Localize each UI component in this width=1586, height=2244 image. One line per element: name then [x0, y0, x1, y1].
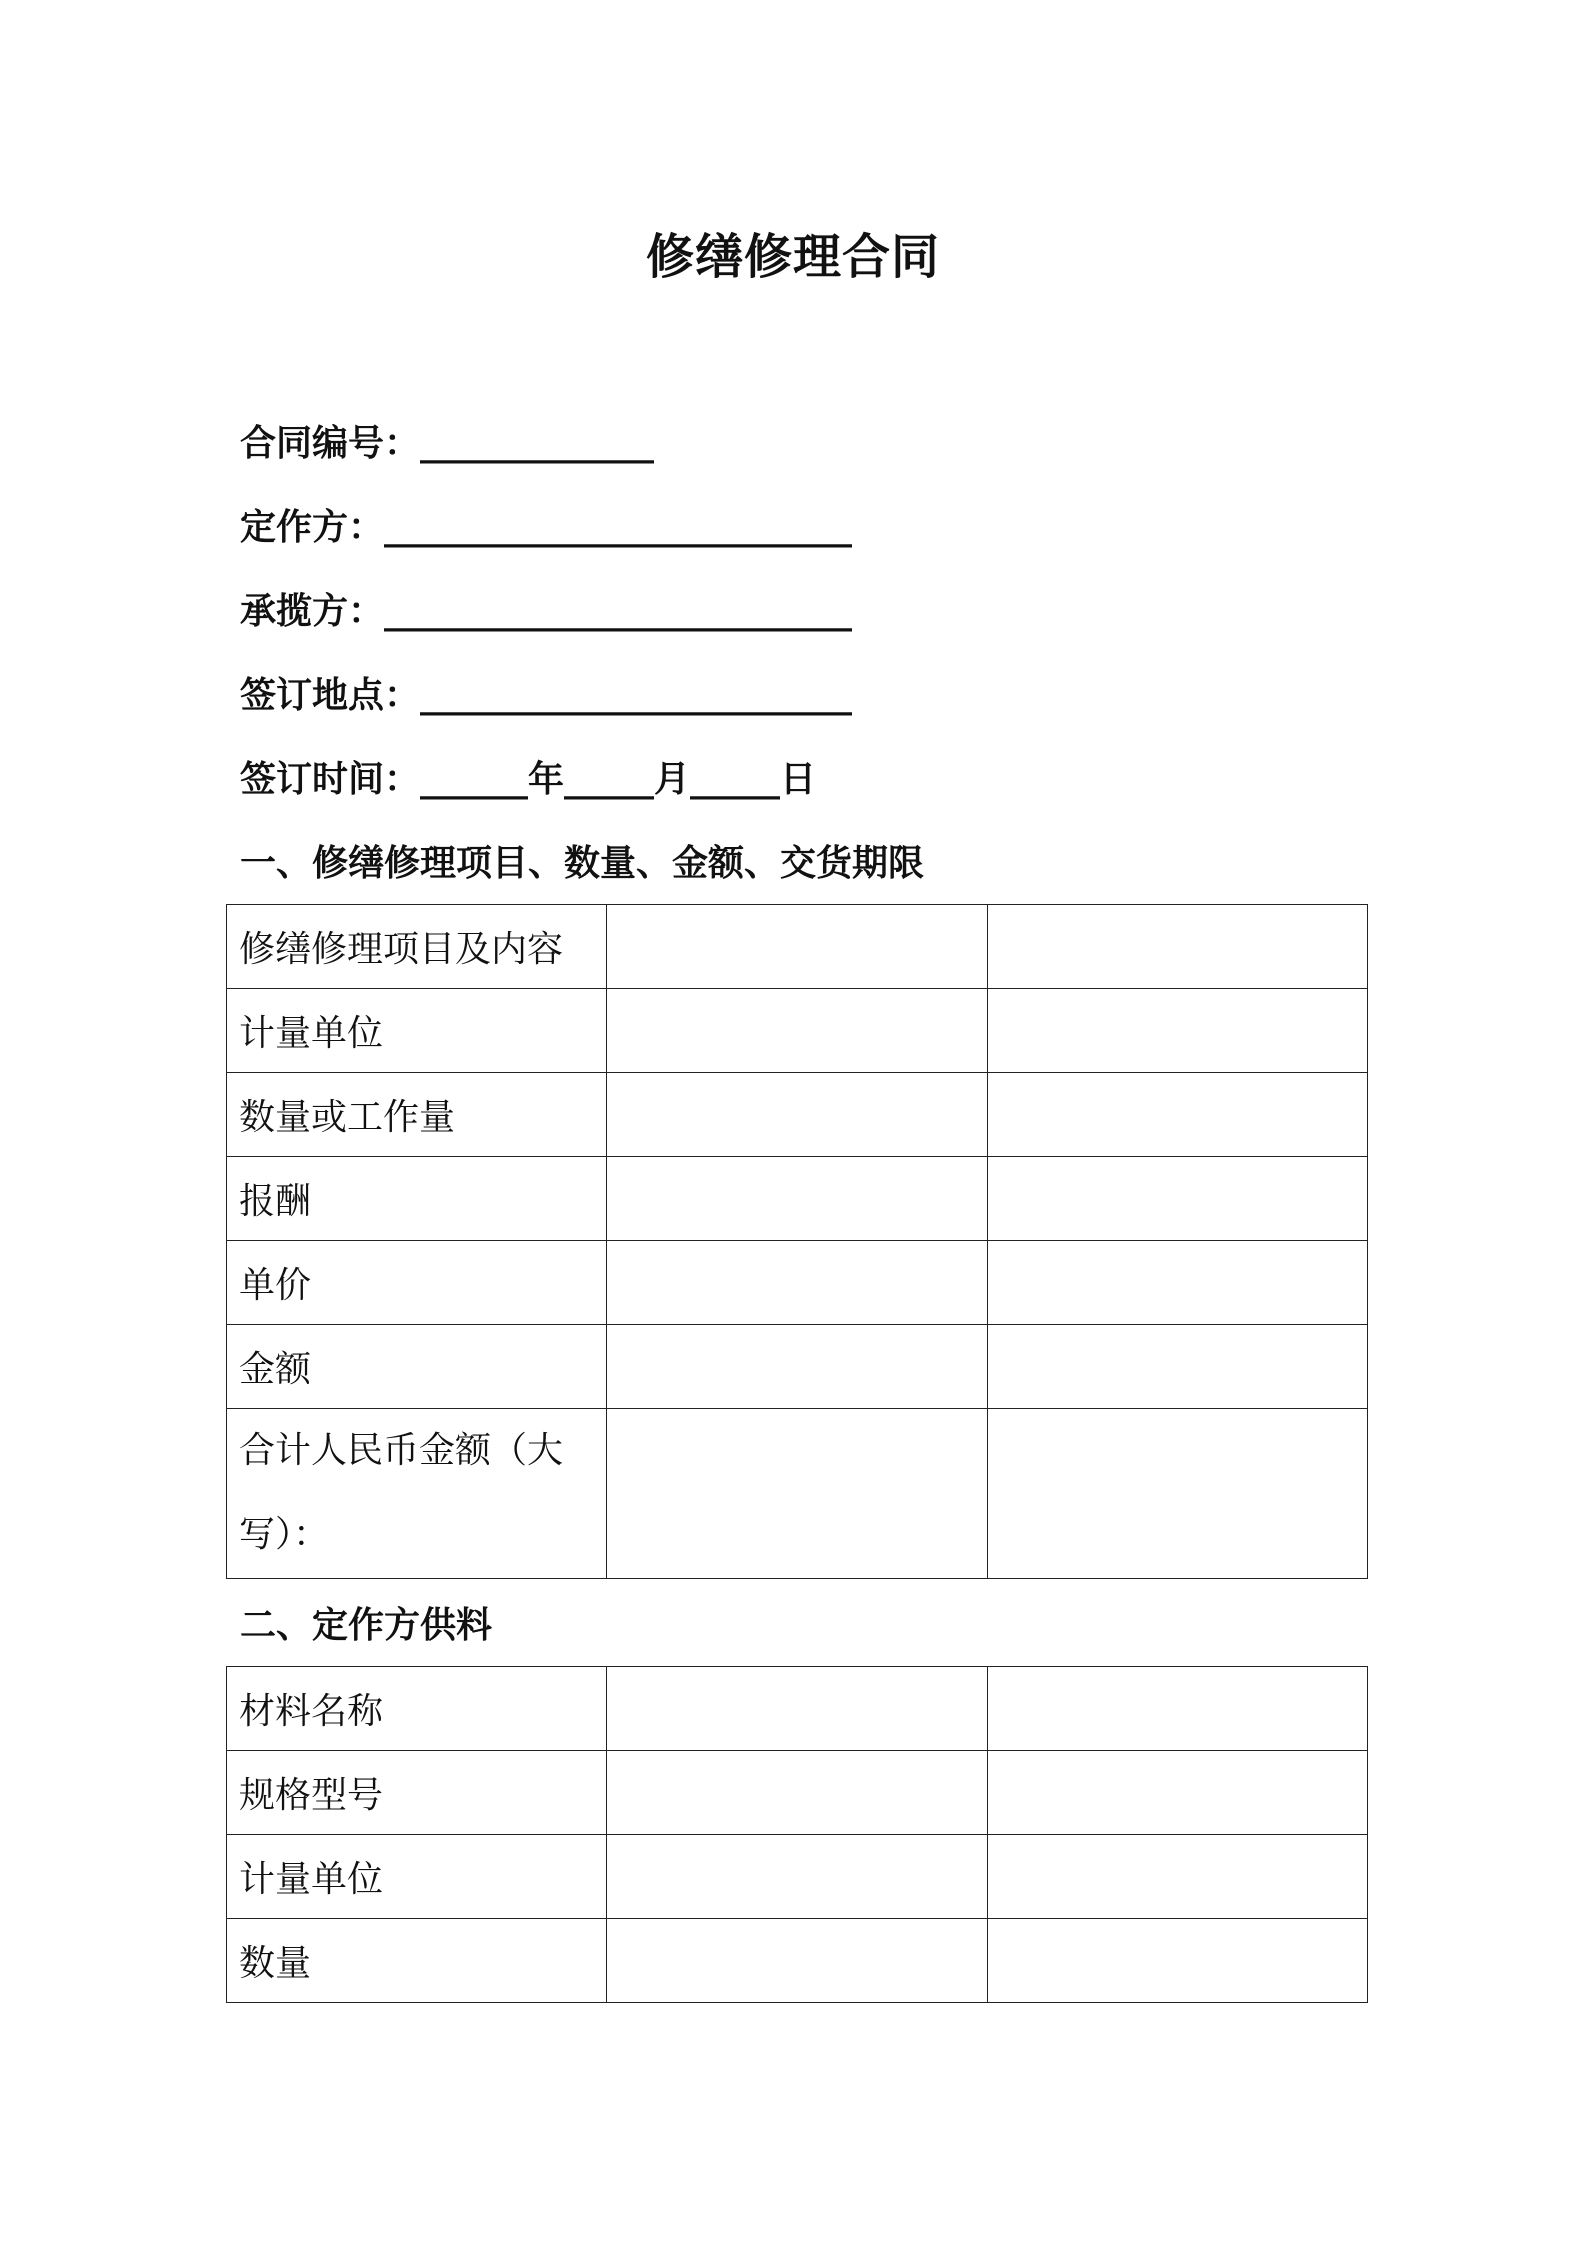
table-row	[227, 1073, 1368, 1157]
signing-date-field	[240, 751, 816, 802]
row-label: 数量或工作量	[227, 1073, 607, 1157]
table-cell	[987, 1835, 1368, 1919]
row-label: 修缮修理项目及内容	[227, 905, 607, 989]
table-cell	[607, 1325, 988, 1409]
document-title: 修缮修理合同	[645, 229, 940, 285]
table-row	[227, 1409, 1368, 1579]
row-label: 单价	[227, 1241, 607, 1325]
table-row	[227, 1241, 1368, 1325]
signing-place-field	[240, 667, 852, 718]
signing-place-label: 签订地点：	[240, 675, 421, 716]
table-cell	[607, 989, 988, 1073]
orderer-label: 定作方：	[240, 507, 385, 548]
signing-date-label: 签订时间：	[240, 759, 421, 800]
row-label: 金额	[227, 1325, 607, 1409]
row-label: 数量	[227, 1919, 607, 2003]
table-cell	[987, 1073, 1368, 1157]
contract-number-blank: _____________	[420, 423, 655, 464]
table-row	[227, 905, 1368, 989]
table-row	[227, 989, 1368, 1073]
supplied-materials-table	[226, 1666, 1368, 2003]
contract-number-field	[240, 415, 654, 466]
table-cell	[607, 905, 988, 989]
contractor-blank: __________________________	[384, 591, 853, 632]
row-label: 规格型号	[227, 1751, 607, 1835]
table-row	[227, 1919, 1368, 2003]
table-cell	[607, 1835, 988, 1919]
table-row	[227, 1667, 1368, 1751]
table-cell	[607, 1667, 988, 1751]
section2-heading: 二、定作方供料	[240, 1605, 493, 1646]
table-cell	[607, 1241, 988, 1325]
contractor-label: 承揽方：	[240, 591, 385, 632]
table-cell	[987, 1919, 1368, 2003]
table-cell	[607, 1409, 988, 1579]
section1-heading: 一、修缮修理项目、数量、金额、交货期限	[240, 843, 925, 884]
orderer-field	[240, 499, 852, 550]
table-cell	[987, 989, 1368, 1073]
table-row	[227, 1751, 1368, 1835]
table-cell	[987, 905, 1368, 989]
table-cell	[987, 1325, 1368, 1409]
table-row	[227, 1157, 1368, 1241]
row-label: 材料名称	[227, 1667, 607, 1751]
signing-place-blank: ________________________	[420, 675, 853, 716]
contract-number-label: 合同编号：	[240, 423, 421, 464]
table-cell	[607, 1073, 988, 1157]
row-label: 计量单位	[227, 989, 607, 1073]
signing-date-blank: ______年_____月_____日	[420, 759, 817, 800]
repair-items-table	[226, 904, 1368, 1579]
table-cell	[607, 1751, 988, 1835]
table-cell	[607, 1919, 988, 2003]
table-cell	[987, 1409, 1368, 1579]
row-label: 报酬	[227, 1157, 607, 1241]
row-label: 计量单位	[227, 1835, 607, 1919]
table-cell	[987, 1751, 1368, 1835]
table-cell	[607, 1157, 988, 1241]
row-label: 合计人民币金额（大写）：	[227, 1409, 607, 1579]
table-cell	[987, 1241, 1368, 1325]
table-cell	[987, 1157, 1368, 1241]
table-row	[227, 1835, 1368, 1919]
orderer-blank: __________________________	[384, 507, 853, 548]
contractor-field	[240, 583, 852, 634]
table-cell	[987, 1667, 1368, 1751]
table-row	[227, 1325, 1368, 1409]
